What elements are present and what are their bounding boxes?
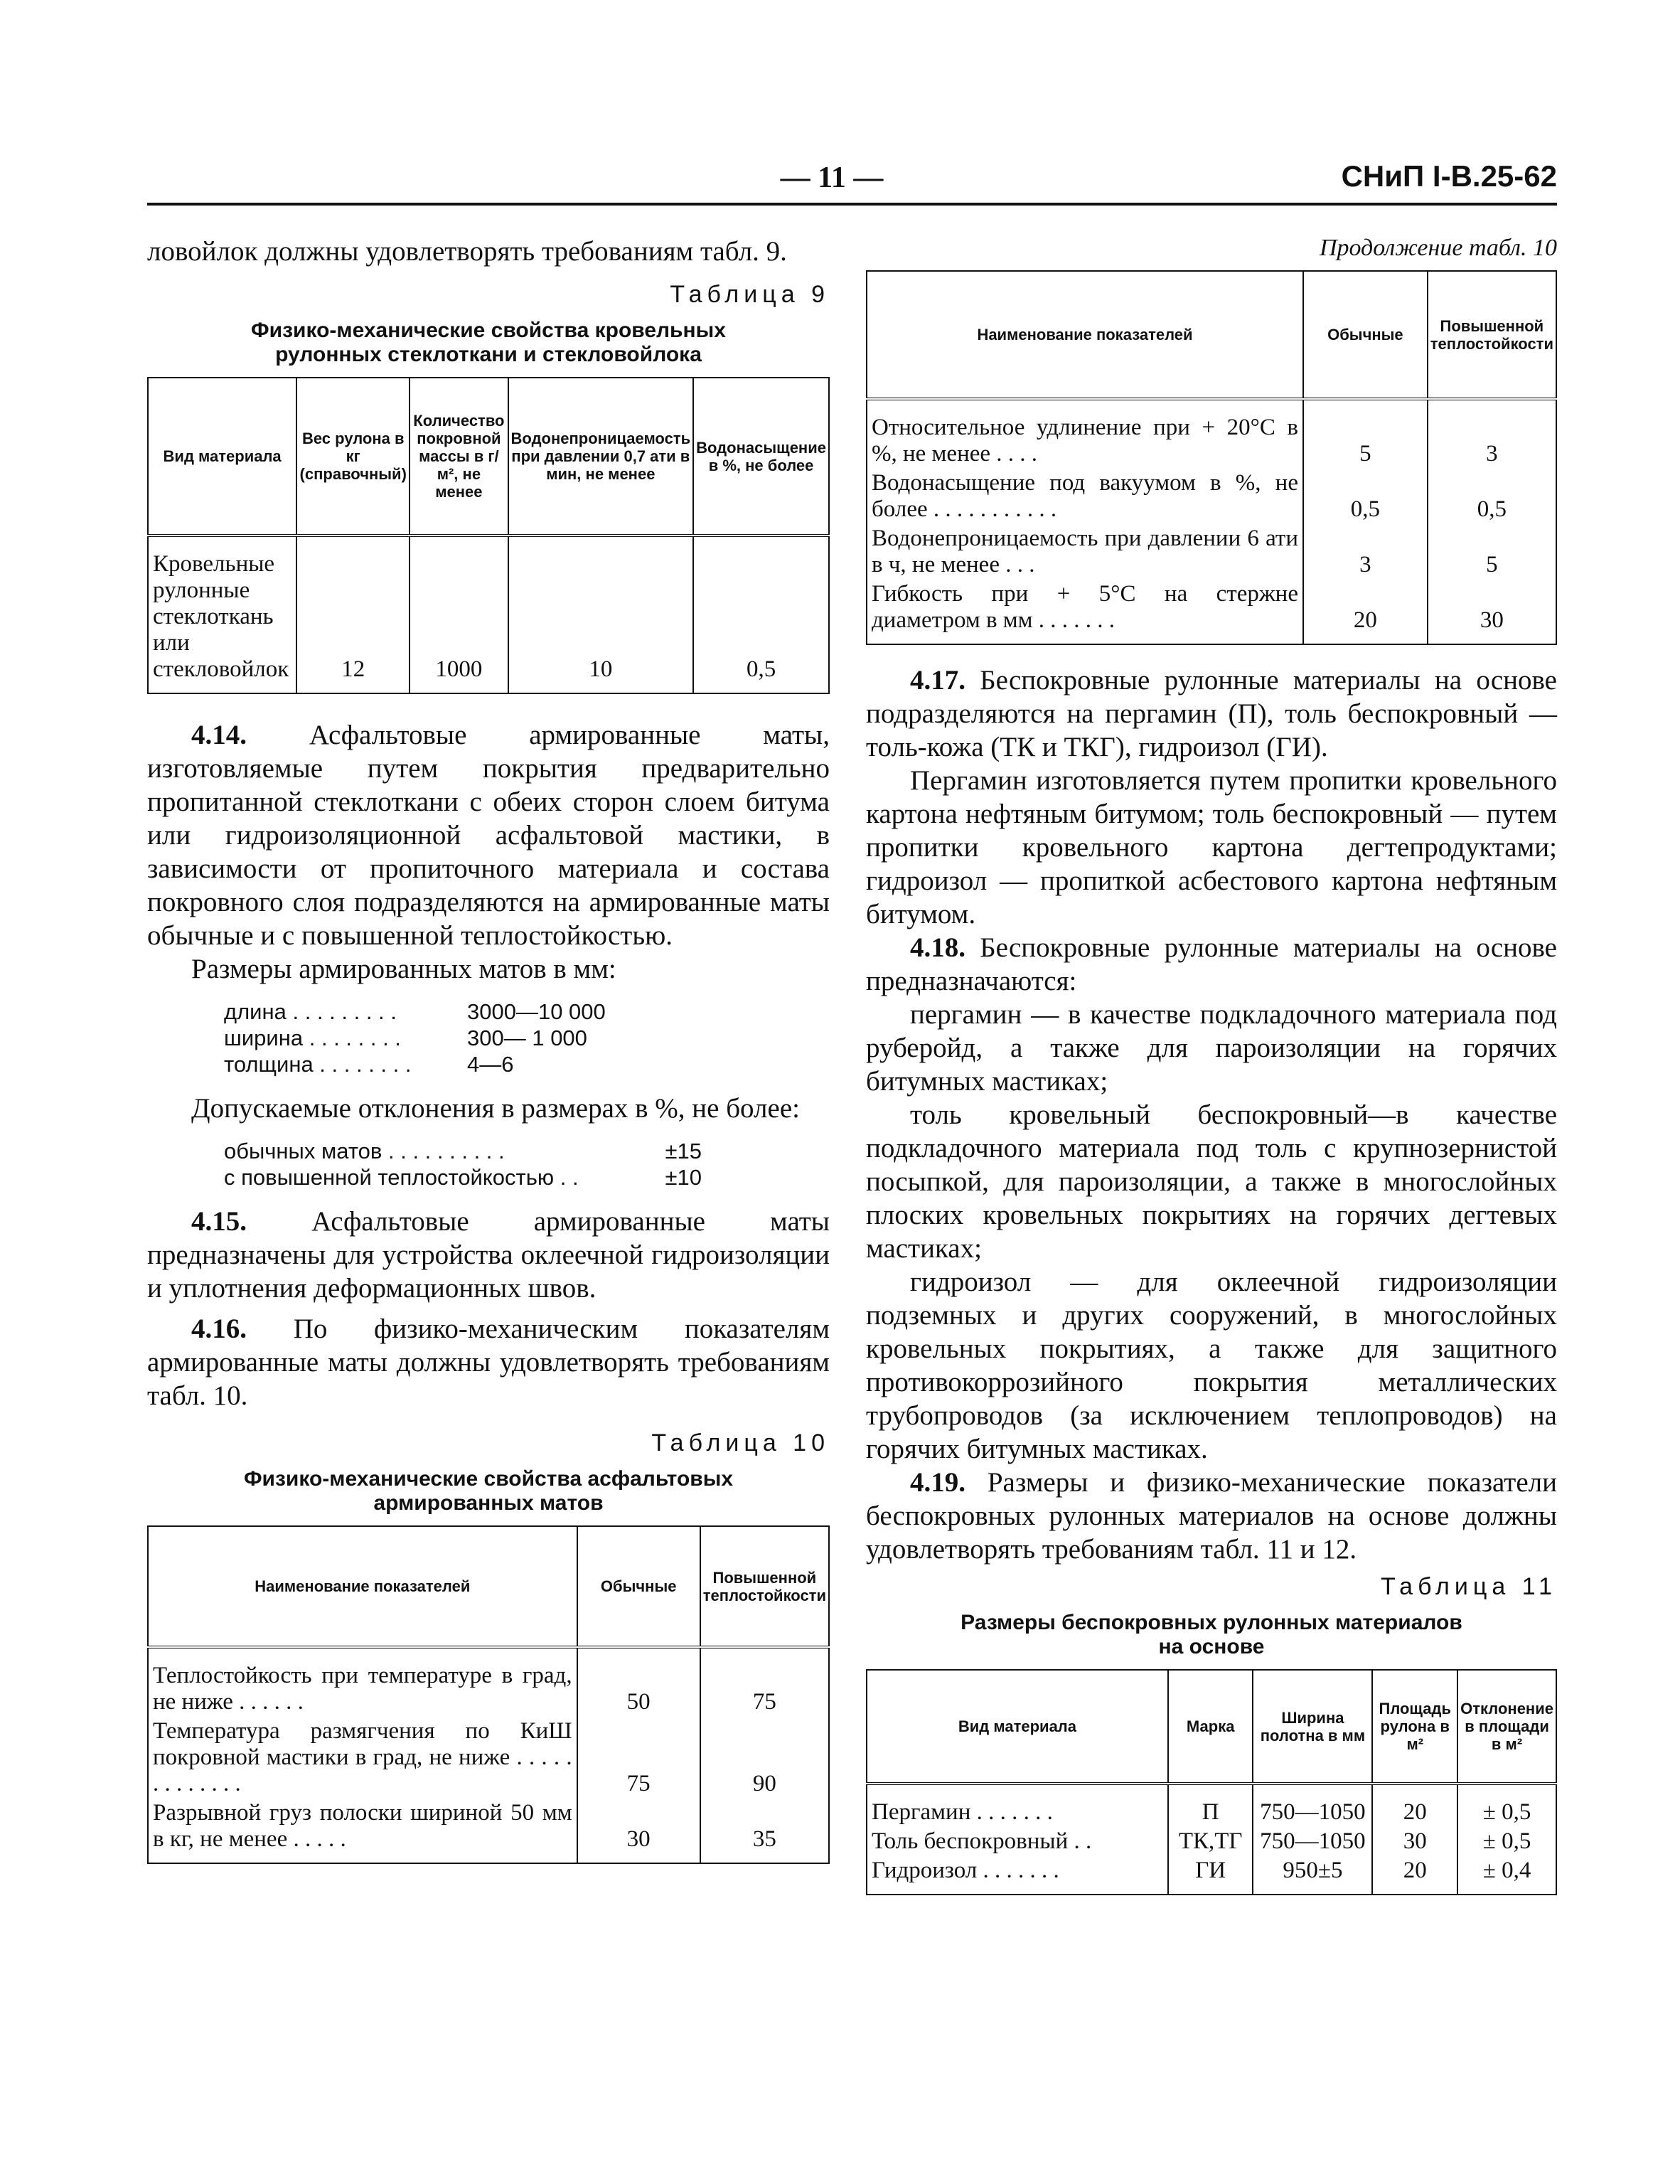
table9-header-coating: Количество покровной массы в г/м², не менее [410,378,508,536]
table10-cell: Разрывной груз полоски шириной 50 мм в кг, не менее . . . . . [148,1799,577,1863]
table10-cell: 75 [700,1647,829,1717]
size-label: ширина . . . . . . . . [224,1026,401,1050]
table9-header-weight: Вес рулона в кг (справочный) [296,378,410,536]
deviations-list [147,1138,830,1190]
table-row [148,536,829,693]
table9-header-saturation: Водонасыщение в %, не более [693,378,829,536]
table-row [867,399,1556,469]
table11-cell: Пергамин . . . . . . . [867,1784,1168,1827]
table11-cell: 750—1050 [1253,1827,1372,1856]
table9-cell: 12 [296,536,410,693]
table11-title [866,1611,1557,1659]
section-number: 4.18. [910,932,965,963]
table10-continuation-caption: Продолжение табл. 10 [1319,235,1557,261]
size-value: 300— 1 000 [467,1026,587,1050]
table9-title-line2: рулонных стеклоткани и стекловойлока [275,343,702,366]
table11-cell: ГИ [1168,1856,1253,1895]
table10-title [147,1467,830,1516]
table10c-cell: Водонасыщение под вакуумом в %, не более . . . . . . . . . . . [867,469,1303,524]
table11 [866,1669,1557,1895]
table11-title-line1: Размеры беспокровных рулонных материалов [961,1611,1462,1634]
paragraph-text: Беспокровные рулонные материалы на основе подразделяются на пергамин (П), толь беспокровный —толь-кожа (ТК и ТКГ), гидроизол (ГИ). [866,665,1557,762]
right-column [866,235,1557,1895]
table10-cell: 75 [577,1717,700,1799]
table10-cell: 35 [700,1799,829,1863]
list-item [147,1025,830,1051]
table11-title-line2: на основе [1158,1635,1265,1658]
table11-cell: П [1168,1784,1253,1827]
size-label: толщина . . . . . . . . [224,1052,412,1077]
table11-cell: ± 0,5 [1457,1784,1556,1827]
table10c-cell: 20 [1303,580,1428,644]
paragraph-4-17-b: Пергамин изготовляется путем пропитки кровельного картона нефтяным битумом; толь беспокровный — путем пропитки кровельного картона дегтепродуктами; гидроизол — пропиткой асбестового картона нефтяным битумом. [866,765,1557,929]
table10c-cell: 3 [1428,399,1556,469]
size-label: длина . . . . . . . . . [224,999,397,1024]
paragraph-4-18-a: пергамин — в качестве подкладочного материала под руберойд, а также для пароизоляции на горячих битумных мастиках; [866,999,1557,1097]
table10c-header-ordinary: Обычные [1303,271,1428,399]
table11-header-grade: Марка [1168,1670,1253,1784]
table10 [147,1525,830,1864]
table10-header-heat-resistant: Повышенной теплостойкости [700,1526,829,1647]
table11-header-area: Площадь рулона в м² [1372,1670,1457,1784]
table10c-header-heat-resistant: Повышенной теплостойкости [1428,271,1556,399]
table11-header-material: Вид материала [867,1670,1168,1784]
table11-cell: ТК,ТГ [1168,1827,1253,1856]
table11-caption: Таблица 11 [1380,1573,1557,1600]
table9-cell: 10 [508,536,694,693]
table10-caption: Таблица 10 [651,1429,830,1456]
table11-header-deviation: Отклонение в площади в м² [1457,1670,1556,1784]
paragraph-4-18-c: гидроизол — для оклеечной гидроизоляции подземных и других сооружений, в многослойных кровельных покрытиях, а также для защитного противокоррозийного покрытия металлических трубопроводов (за исключением теплопроводов) на горячих битумных мастиках. [866,1267,1557,1464]
table10-cell: 90 [700,1717,829,1799]
paragraph-4-18-b: толь кровельный беспокровный—в качестве подкладочного материала под толь с крупнозернистой посыпкой, для пароизоляции, а также в многослойных плоских кровельных покрытиях на горячих дегтевых мастиках; [866,1099,1557,1264]
deviation-value: ±10 [665,1165,702,1190]
document-code: СНиП I-В.25-62 [1341,159,1557,193]
paragraph-4-16 [147,1312,830,1412]
table10-cell: Температура размягчения по КиШ покровной мастики в град, не ниже . . . . . . . . . . . . . [148,1717,577,1799]
list-item [147,1164,830,1190]
table10-header-indicator: Наименование показателей [148,1526,577,1647]
table-row [867,524,1556,580]
table-row [867,469,1556,524]
table-row [148,1799,829,1863]
table10-cell: 50 [577,1647,700,1717]
table10c-cell: Относительное удлинение при + 20°С в %, не менее . . . . [867,399,1303,469]
table10-cell: 30 [577,1799,700,1863]
table10c-cell: 0,5 [1303,469,1428,524]
table10-cell: Теплостойкость при температуре в град, не ниже . . . . . . [148,1647,577,1717]
page-number: — 11 — [780,161,884,194]
list-item [147,998,830,1025]
paragraph-text: Асфальтовые армированные маты, изготовляемые путем покрытия предварительно пропитанной стеклоткани с обеих сторон слоем битума или гидроизоляционной асфальтовой мастики, в зависимости от пропиточного материала и состава покровного слоя подразделяются на армированные маты обычные и с повышенной теплостойкостью. [147,720,830,951]
table-row [148,1647,829,1717]
table10c-cell: 3 [1303,524,1428,580]
table11-cell: ± 0,4 [1457,1856,1556,1895]
table10c-cell: 5 [1428,524,1556,580]
paragraph-4-17 [866,664,1557,764]
table11-cell: 20 [1372,1784,1457,1827]
table11-cell: Толь беспокровный . . [867,1827,1168,1856]
table9 [147,377,830,694]
section-number: 4.14. [191,720,247,750]
size-value: 4—6 [467,1052,514,1077]
deviation-value: ±15 [665,1139,702,1163]
table-row [867,580,1556,644]
table10c-header-indicator: Наименование показателей [867,271,1303,399]
section-number: 4.19. [910,1467,965,1498]
paragraph-4-15 [147,1205,830,1305]
table11-cell: 950±5 [1253,1856,1372,1895]
table10c-cell: Гибкость при + 5°С на стержне диаметром в мм . . . . . . . [867,580,1303,644]
section-number: 4.17. [910,665,965,696]
section-number: 4.16. [191,1314,247,1344]
table9-header-waterproof: Водонепроницаемость при давлении 0,7 ати в мин, не менее [508,378,694,536]
table11-cell: 30 [1372,1827,1457,1856]
table11-cell: 20 [1372,1856,1457,1895]
paragraph-text: Беспокровные рулонные материалы на основе предназначаются: [866,932,1557,996]
paragraph-4-18 [866,931,1557,998]
table10c-cell: Водонепроницаемость при давлении 6 ати в ч, не менее . . . [867,524,1303,580]
table10c-cell: 5 [1303,399,1428,469]
table9-cell: Кровельные рулонные стеклоткань или стекловойлок [148,536,296,693]
paragraph-4-19 [866,1466,1557,1566]
table11-header-width: Ширина полотна в мм [1253,1670,1372,1784]
table10-title-line2: армированных матов [373,1491,604,1515]
table9-cell: 0,5 [693,536,829,693]
table11-cell: ± 0,5 [1457,1827,1556,1856]
table9-cell: 1000 [410,536,508,693]
table-row [867,1856,1556,1895]
table-row [148,1717,829,1799]
table10-title-line1: Физико-механические свойства асфальтовых [243,1467,734,1491]
sizes-list [147,998,830,1077]
deviation-label: с повышенной теплостойкостью . . [224,1165,579,1190]
sizes-intro: Размеры армированных матов в мм: [191,954,616,984]
table10-continued [866,270,1557,645]
table11-cell: 750—1050 [1253,1784,1372,1827]
table9-title [147,319,830,367]
table-row [867,1784,1556,1827]
table9-caption: Таблица 9 [670,281,830,308]
paragraph-4-14 [147,718,830,952]
table10c-cell: 30 [1428,580,1556,644]
left-column [147,235,830,1864]
paragraph-text: Размеры и физико-механические показатели беспокровных рулонных материалов на основе должны удовлетворять требованиям табл. 11 и 12. [866,1467,1557,1565]
paragraph-text: По физико-механическим показателям армированные маты должны удовлетворять требованиям табл. 10. [147,1314,830,1411]
header-rule [147,203,1557,206]
table10-header-ordinary: Обычные [577,1526,700,1647]
paragraph-text: Асфальтовые армированные маты предназначены для устройства оклеечной гидроизоляции и уплотнения деформационных швов. [147,1206,830,1304]
deviation-label: обычных матов . . . . . . . . . . [224,1139,505,1163]
section-number: 4.15. [191,1206,247,1237]
table-row [867,1827,1556,1856]
deviations-intro: Допускаемые отклонения в размерах в %, не более: [191,1093,800,1124]
table11-cell: Гидроизол . . . . . . . [867,1856,1168,1895]
intro-paragraph: ловойлок должны удовлетворять требованиям табл. 9. [147,236,787,267]
list-item [147,1138,830,1164]
list-item [147,1051,830,1077]
table9-header-material: Вид материала [148,378,296,536]
table9-title-line1: Физико-механические свойства кровельных [251,319,726,342]
table10c-cell: 0,5 [1428,469,1556,524]
size-value: 3000—10 000 [467,999,606,1024]
